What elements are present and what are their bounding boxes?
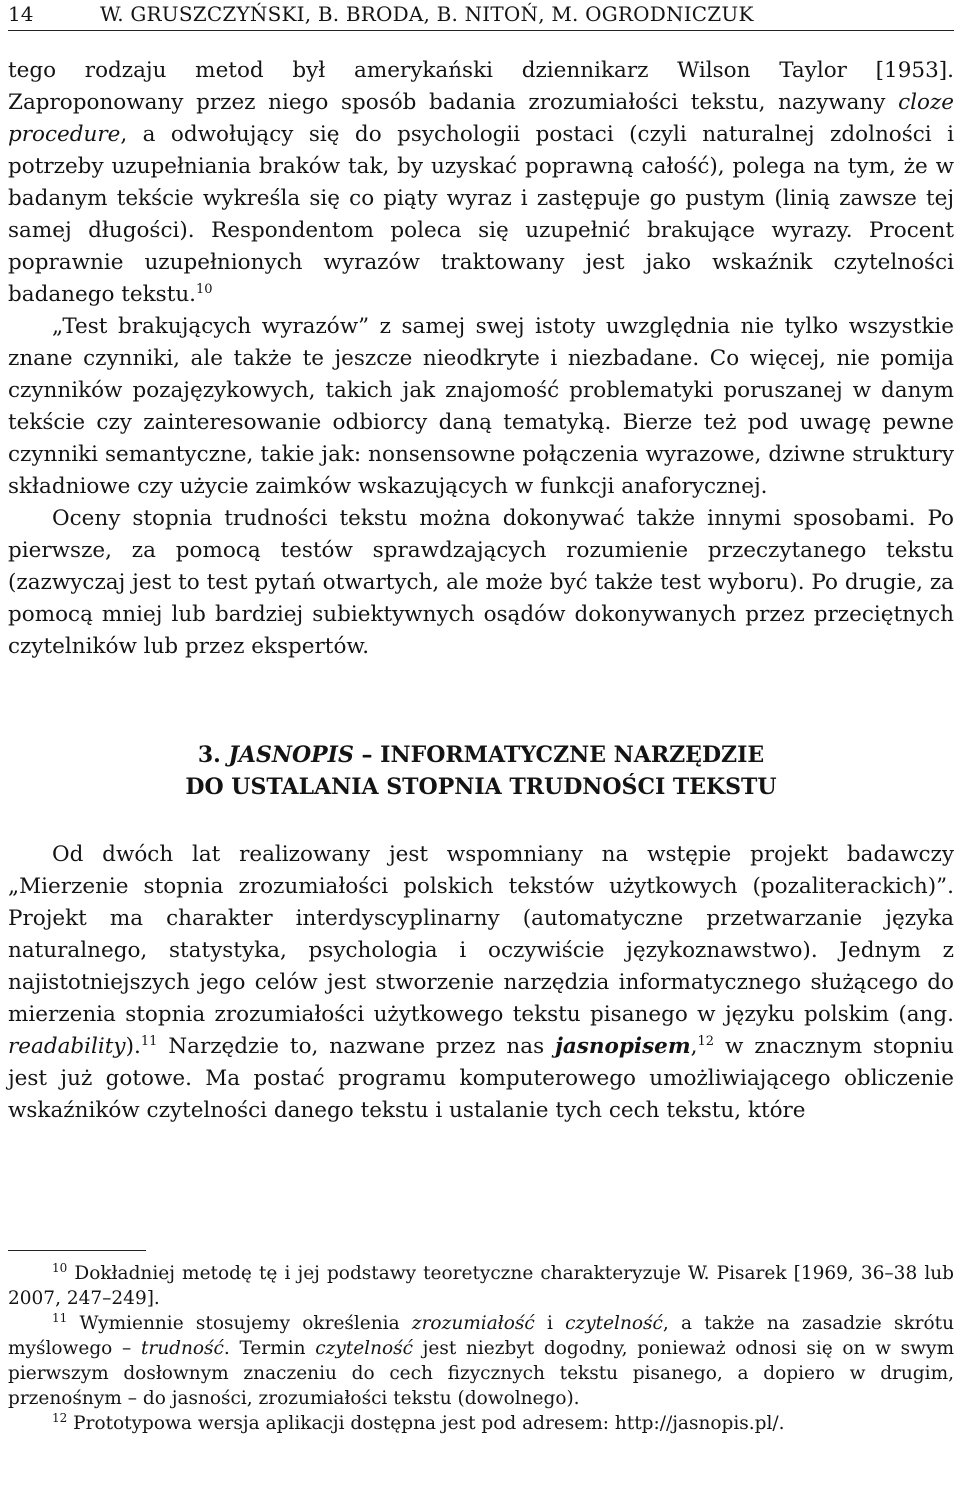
paragraph-1 bbox=[8, 55, 954, 311]
paragraph-4-text-a: Od dwóch lat realizowany jest wspomniany na wstępie projekt badawczy „Mierzenie stopnia zrozumiałości polskich tekstów użytkowych (pozaliterackich)”. Projekt ma charakter interdyscyplinarny (automatyczne przetwarzanie języka naturalnego, statystyka, psychologia i oczywiście językoznawstwo). Jednym z najistotniejszych jego celów jest stworzenie narzędzia informatycznego służącego do mierzenia stopnia zrozumiałości użytkowego tekstu pisanego w języku polskim (ang. bbox=[8, 842, 954, 1027]
footnote-ref-12: 12 bbox=[697, 1033, 715, 1049]
body-text bbox=[8, 55, 954, 1127]
footnote-11-text-a: Wymiennie stosujemy określenia bbox=[67, 1313, 412, 1334]
paragraph-4-text-e: w znacznym stopniu jest już gotowe. Ma postać programu komputerowego umożliwiającego obliczenie wskaźników czytelności danego tekstu i ustalanie tych cech tekstu, które bbox=[8, 1034, 954, 1123]
footnote-11-text-c: , a także na zasadzie skrótu myślowego – bbox=[8, 1313, 954, 1359]
footnote-11-text-b: i bbox=[534, 1313, 566, 1334]
footnote-11-term-4: czytelność bbox=[315, 1338, 413, 1359]
section-heading-tool-name: JASNOPIS bbox=[228, 742, 354, 768]
footnote-12-number: 12 bbox=[52, 1410, 68, 1425]
footnote-10-number: 10 bbox=[52, 1260, 68, 1275]
footnote-12-text: Prototypowa wersja aplikacji dostępna jest pod adresem: http://jasnopis.pl/. bbox=[67, 1413, 785, 1434]
page-number: 14 bbox=[8, 2, 34, 26]
term-cloze-procedure: cloze procedure bbox=[8, 90, 954, 147]
footnotes bbox=[8, 1250, 954, 1436]
footnote-ref-11: 11 bbox=[140, 1033, 158, 1049]
footnote-11 bbox=[8, 1311, 954, 1411]
footnote-11-text-d: . Termin bbox=[223, 1338, 316, 1359]
footnote-11-number: 11 bbox=[52, 1310, 68, 1325]
footnote-ref-10: 10 bbox=[196, 281, 213, 297]
footnote-12 bbox=[8, 1411, 954, 1436]
paragraph-1-text-b: , a odwołujący się do psychologii postaci (czyli naturalnej zdolności i potrzeby uzupełniania braków tak, by uzyskać poprawną całość), polega na tym, że w badanym tekście wykreśla się co piąty wyraz i zastępuje go pustym (linią zawsze tej samej długości). Respondentom poleca się uzupełnić brakujące wyrazy. Procent poprawnie uzupełnionych wyrazów traktowany jest jako wskaźnik czytelności badanego tekstu. bbox=[8, 122, 954, 307]
term-readability: readability bbox=[8, 1034, 126, 1059]
section-heading-line-1 bbox=[8, 739, 954, 771]
footnote-10 bbox=[8, 1261, 954, 1311]
paragraph-4-text-d: , bbox=[690, 1034, 698, 1059]
footnote-10-text: Dokładniej metodę tę i jej podstawy teoretyczne charakteryzuje W. Pisarek [1969, 36–38 lub 2007, 247–249]. bbox=[8, 1263, 954, 1309]
section-heading bbox=[8, 739, 954, 803]
paragraph-4 bbox=[8, 839, 954, 1127]
paragraph-4-text-b: ). bbox=[125, 1034, 141, 1059]
footnote-11-term-2: czytelność bbox=[565, 1313, 663, 1334]
paragraph-1-text-a: tego rodzaju metod był amerykański dziennikarz Wilson Taylor [1953]. Zaproponowany przez niego sposób badania zrozumiałości tekstu, nazywany bbox=[8, 58, 954, 115]
footnote-11-term-1: zrozumiałość bbox=[411, 1313, 535, 1334]
paragraph-3: Oceny stopnia trudności tekstu można dokonywać także innymi sposobami. Po pierwsze, za pomocą testów sprawdzających rozumienie przeczytanego tekstu (zazwyczaj jest to test pytań otwartych, ale może być także test wyboru). Po drugie, za pomocą mniej lub bardziej subiektywnych osądów dokonywanych przez przeciętnych czytelników lub przez ekspertów. bbox=[8, 506, 954, 659]
term-jasnopisem: jasnopisem bbox=[555, 1034, 691, 1059]
paragraph-4-text-c: Narzędzie to, nazwane przez nas bbox=[157, 1034, 556, 1059]
running-header bbox=[8, 0, 954, 31]
paragraph-2: „Test brakujących wyrazów” z samej swej istoty uwzględnia nie tylko wszystkie znane czynniki, ale także te jeszcze nieodkryte i niezbadane. Co więcej, nie pomija czynników pozajęzykowych, takich jak znajomość problematyki poruszanej w danym tekście czy zainteresowanie odbiorcy daną tematyką. Bierze też pod uwagę pewne czynniki semantyczne, takie jak: nonsensowne połączenia wyrazowe, dziwne struktury składniowe czy użycie zaimków wskazujących w funkcji anaforycznej. bbox=[8, 314, 954, 499]
section-number: 3. bbox=[197, 742, 221, 768]
footnote-divider bbox=[8, 1250, 146, 1251]
section-heading-line-2: DO USTALANIA STOPNIA TRUDNOŚCI TEKSTU bbox=[185, 774, 777, 800]
footnote-11-term-3: trudność bbox=[140, 1338, 224, 1359]
running-header-authors: W. GRUSZCZYŃSKI, B. BRODA, B. NITOŃ, M. OGRODNICZUK bbox=[100, 2, 754, 26]
section-heading-line-1-rest: – INFORMATYCZNE NARZĘDZIE bbox=[353, 742, 765, 768]
footnote-11-text-e: jest niezbyt dogodny, ponieważ odnosi się on w swym pierwszym dosłownym znaczeniu do cech fizycznych tekstu pisanego, a dopiero w drugim, przenośnym – do jasności, zrozumiałości tekstu (dowolnego). bbox=[8, 1338, 954, 1409]
page bbox=[8, 0, 954, 1434]
